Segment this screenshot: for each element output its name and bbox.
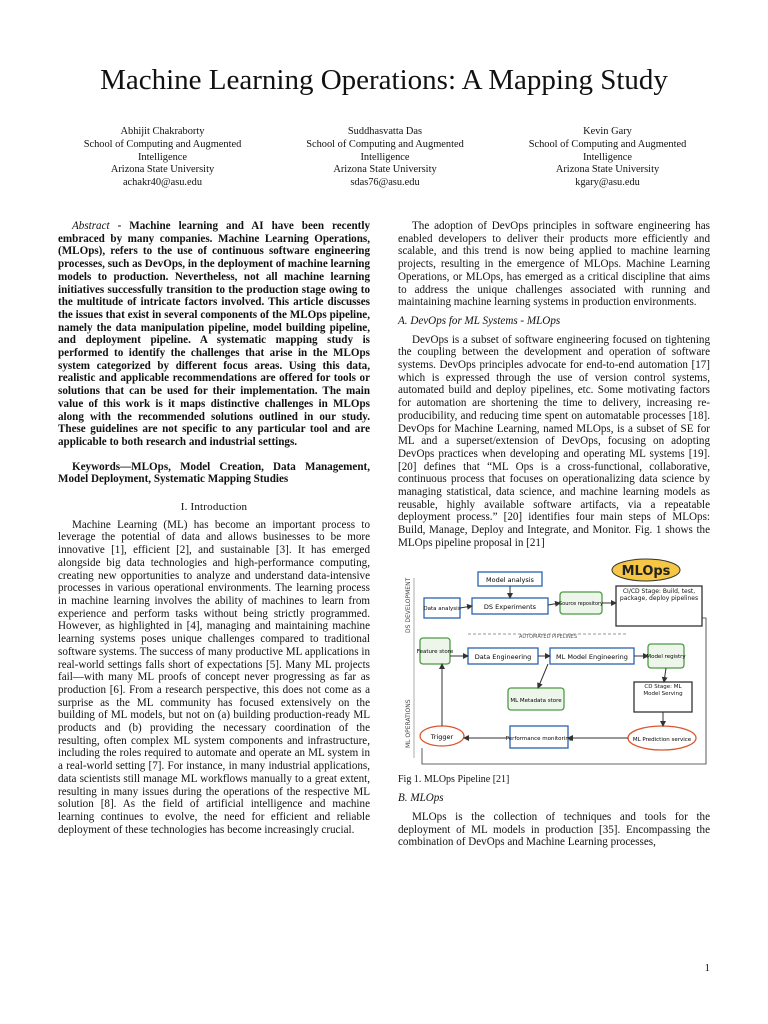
automated-pipelines-label: AUTOMATED PIPELINES (518, 633, 578, 640)
side-label-ds: DS DEVELOPMENT (405, 577, 412, 633)
box-model-registry (646, 644, 686, 668)
svg-text:ML Metadata store: ML Metadata store (510, 697, 562, 704)
box-source-repository (559, 592, 603, 614)
svg-text:Data Engineering: Data Engineering (474, 652, 532, 661)
badge-label: MLOps (621, 563, 671, 579)
svg-text:Model analysis: Model analysis (486, 575, 534, 584)
svg-text:Feature store: Feature store (416, 648, 454, 655)
svg-text:Model registry: Model registry (646, 653, 686, 660)
mlops-diagram (398, 558, 710, 770)
box-cd-stage: CD Stage: ML Model Serving (634, 682, 692, 712)
author-1 (60, 126, 265, 190)
box-ml-prediction-service (628, 726, 696, 750)
right-paragraph-2: DevOps is a subset of software engineering focused on tightening the coupling between the development and operation of software systems. DevOps principles advocate for end-to-end automation [17] which is expressed through the use of version control systems, automated build and deploy pipelines, etc. Some motivating factors for automation are shortening the time to delivery, increasing re-producibility, and reducing time spent on automatable processes [18]. DevOps for Machine Learning, named MLOps, is a subset of SE for ML and a superset/extension of DevOps, focusing on adopting DevOps practices when developing and operating ML systems [19]. [20] defines that “ML Ops is a cross-functional, collaborative, continuous process that focuses on operationalizing data science by managing statistical, data science, and machine learning models as reusable, highly available software artifacts, via a repeatable deployment process.” [20] identifies four main steps of MLOps: Build, Manage, Deploy and Integrate, and Monitor. Fig. 1 shows the MLOps pipeline proposal in [21] (398, 333, 710, 549)
author-2 (283, 126, 488, 190)
right-paragraph-1: The adoption of DevOps principles in software engineering has enabled developers to deliver their products more efficiently and scalable, and this trend is now being applied to machine learning projects, resulting in the emergence of MLOps. Machine Learning Operations, or MLOps, has emerged as a critical discipline that aims to address the unique challenges associated with running and maintaining machine learning systems in production environments. (398, 220, 710, 309)
author-email: achakr40@asu.edu (122, 177, 203, 189)
page-number: 1 (704, 962, 710, 974)
author-3 (505, 126, 710, 190)
box-ml-model-engineering (550, 648, 634, 664)
right-paragraph-3: MLOps is the collection of techniques and tools for the deployment of ML models in production [35]. Encompassing the combination of DevOps and Machine Learning processes, (398, 810, 710, 849)
svg-text:Data analysis: Data analysis (423, 605, 461, 612)
box-performance-monitoring (506, 726, 573, 748)
author-email: kgary@asu.edu (575, 177, 640, 189)
author-block (60, 126, 710, 190)
box-trigger (420, 726, 464, 746)
svg-text:ML Prediction service: ML Prediction service (632, 736, 692, 743)
author-dept: School of Computing and Augmented Intelligence (83, 138, 242, 163)
section-heading-introduction: I. Introduction (180, 501, 248, 514)
right-column (398, 220, 710, 849)
author-univ: Arizona State University (333, 164, 437, 176)
abstract (58, 220, 370, 449)
side-label-ops: ML OPERATIONS (405, 699, 412, 748)
box-ml-metadata-store (508, 688, 564, 710)
svg-text:DS Experiments: DS Experiments (483, 602, 537, 611)
author-name: Suddhasvatta Das (347, 126, 423, 137)
paper-title: Machine Learning Operations: A Mapping Study (100, 64, 668, 96)
box-data-analysis (423, 598, 460, 618)
svg-text:Source repository: Source repository (558, 600, 604, 607)
box-model-analysis (478, 572, 542, 586)
intro-paragraph: Machine Learning (ML) has become an important process to leverage the potential of data and allows businesses to be more innovative [1], efficient [2], and sustainable [3]. It has emerged alongside big data technologies and high-performance computing, creating new opportunities to analyze and understand data-intensive processes in various operational environments. The learning process in machine learning involves the ability of machines to learn from experience and perform tasks without being strictly programmed. However, as highlighted in [4], managing and maintaining machine learning systems poses unique challenges compared to traditional software systems. The success of many productive ML applications in real-world settings falls short of expectations [5]. Many ML projects fail—with many ML proofs of concept never progressing as far as production [6]. From a research perspective, this does not come as a surprise as the ML community has focused extensively on the building of ML models, but not on (a) building production-ready ML products and (b) providing the necessary coordination of the resulting, often complex ML system components and infrastructure, including the roles required to automate and operate an ML system in a real-world setting [7]. For instance, in many industrial applications, data scientists still manage ML workflows manually to a great extent, resulting in many issues during the operations of the respective ML solution [8]. As the field of artificial intelligence and machine learning continues to evolve, the need for efficient and reliable deployment of these technologies has become increasingly crucial. (58, 518, 370, 836)
author-dept: School of Computing and Augmented Intelligence (528, 138, 687, 163)
mlops-pipeline-figure (398, 558, 710, 770)
box-feature-store (417, 638, 454, 664)
author-name: Abhijit Chakraborty (120, 126, 205, 137)
svg-text:Trigger: Trigger (430, 732, 454, 741)
svg-text:Performance monitoring: Performance monitoring (505, 735, 573, 742)
abstract-label: Abstract (72, 220, 110, 232)
keywords: Keywords—MLOps, Model Creation, Data Management, Model Deployment, Systematic Mapping Studies (58, 460, 370, 486)
author-name: Kevin Gary (583, 126, 632, 137)
author-univ: Arizona State University (555, 164, 660, 176)
box-data-engineering (468, 648, 538, 664)
subsection-heading-b: B. MLOps (398, 792, 444, 805)
box-cicd-stage: CI/CD Stage: Build, test, package, deploy pipelines (616, 586, 702, 626)
subsection-heading-a: A. DevOps for ML Systems - MLOps (398, 314, 561, 327)
author-email: sdas76@asu.edu (350, 177, 420, 189)
figure-caption: Fig 1. MLOps Pipeline [21] (398, 773, 510, 785)
author-univ: Arizona State University (110, 164, 215, 176)
left-column (58, 220, 370, 836)
author-dept: School of Computing and Augmented Intelligence (306, 138, 464, 163)
box-ds-experiments (472, 598, 548, 614)
mlops-badge (612, 559, 680, 581)
abstract-text: - Machine learning and AI have been recently embraced by many companies. Machine Learning Operations, (MLOps), refers to the use of continuous software engineering processes, such as DevOps, in the deployment of machine learning models to production. Nevertheless, not all machine learning initiatives successfully transition to the production stage owing to the multitude of intricate factors involved. This article discusses the issues that exist in several components of the MLOps pipeline, namely the data manipulation pipeline, model building pipeline, and deployment pipeline. A systematic mapping study is performed to identify the challenges that arise in the MLOps system categorized by different focus areas. Using this data, realistic and applicable recommendations are offered for tools or solutions that can be used for their implementation. The main value of this work is it maps distinctive challenges in MLOps along with the recommended solutions outlined in our study. These guidelines are not specific to any particular tool and are applicable to both research and industrial settings. (58, 220, 370, 448)
svg-text:ML Model Engineering: ML Model Engineering (556, 652, 628, 661)
